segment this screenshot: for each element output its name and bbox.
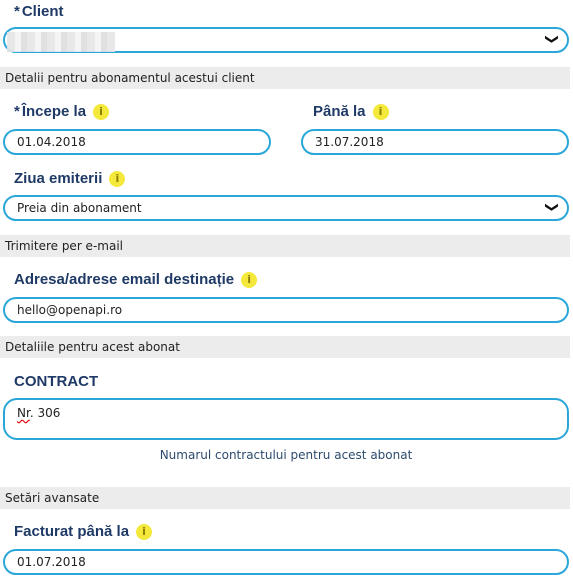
issue-day-label: [14, 170, 125, 187]
info-icon[interactable]: i: [373, 104, 389, 120]
client-label-text: Client: [21, 3, 64, 20]
info-icon[interactable]: i: [93, 104, 109, 120]
billed-until-label-text: Facturat până la: [14, 523, 130, 540]
chevron-down-icon: ❯: [544, 33, 560, 45]
email-label: [14, 271, 257, 288]
contract-textarea[interactable]: [3, 398, 569, 440]
section-title: Trimitere per e-mail: [5, 239, 123, 253]
email-label-text: Adresa/adrese email destinație: [14, 271, 235, 288]
issue-day-value: Preia din abonament: [17, 201, 142, 215]
redacted-client-name: [7, 32, 115, 52]
section-subscription: [0, 67, 570, 89]
section-subscriber: [0, 336, 570, 358]
contract-value: [17, 406, 60, 420]
contract-value-prefix: Nr: [17, 406, 30, 420]
issue-day-select[interactable]: [3, 195, 569, 221]
billed-until-label: [14, 523, 152, 540]
contract-label: [14, 373, 98, 390]
end-date-label: [313, 103, 389, 120]
end-date-input[interactable]: [301, 129, 569, 155]
email-input[interactable]: [3, 297, 569, 323]
required-mark: *: [14, 3, 20, 20]
section-email: [0, 235, 570, 257]
section-advanced: [0, 487, 570, 509]
required-mark: *: [14, 103, 20, 120]
chevron-down-icon: ❯: [544, 201, 560, 213]
info-icon[interactable]: i: [109, 171, 125, 187]
start-date-input[interactable]: [3, 129, 271, 155]
section-title: Detaliile pentru acest abonat: [5, 340, 180, 354]
billed-until-input[interactable]: [3, 549, 569, 575]
section-title: Setări avansate: [5, 491, 100, 505]
contract-value-rest: . 306: [29, 406, 61, 420]
info-icon[interactable]: i: [136, 524, 152, 540]
billed-until-value: 01.07.2018: [17, 555, 86, 569]
start-date-value: 01.04.2018: [17, 135, 86, 149]
contract-help-text: Numarul contractului pentru acest abonat: [159, 448, 413, 462]
start-date-label-text: Începe la: [21, 103, 87, 120]
email-value: hello@openapi.ro: [17, 303, 123, 317]
end-date-value: 31.07.2018: [315, 135, 384, 149]
start-date-label: [14, 103, 109, 120]
client-select[interactable]: [3, 27, 569, 53]
section-title: Detalii pentru abonamentul acestui client: [5, 71, 255, 85]
end-date-label-text: Până la: [313, 103, 366, 120]
info-icon[interactable]: i: [241, 272, 257, 288]
client-label: [14, 3, 64, 20]
issue-day-label-text: Ziua emiterii: [14, 170, 103, 187]
contract-label-text: CONTRACT: [14, 373, 99, 390]
